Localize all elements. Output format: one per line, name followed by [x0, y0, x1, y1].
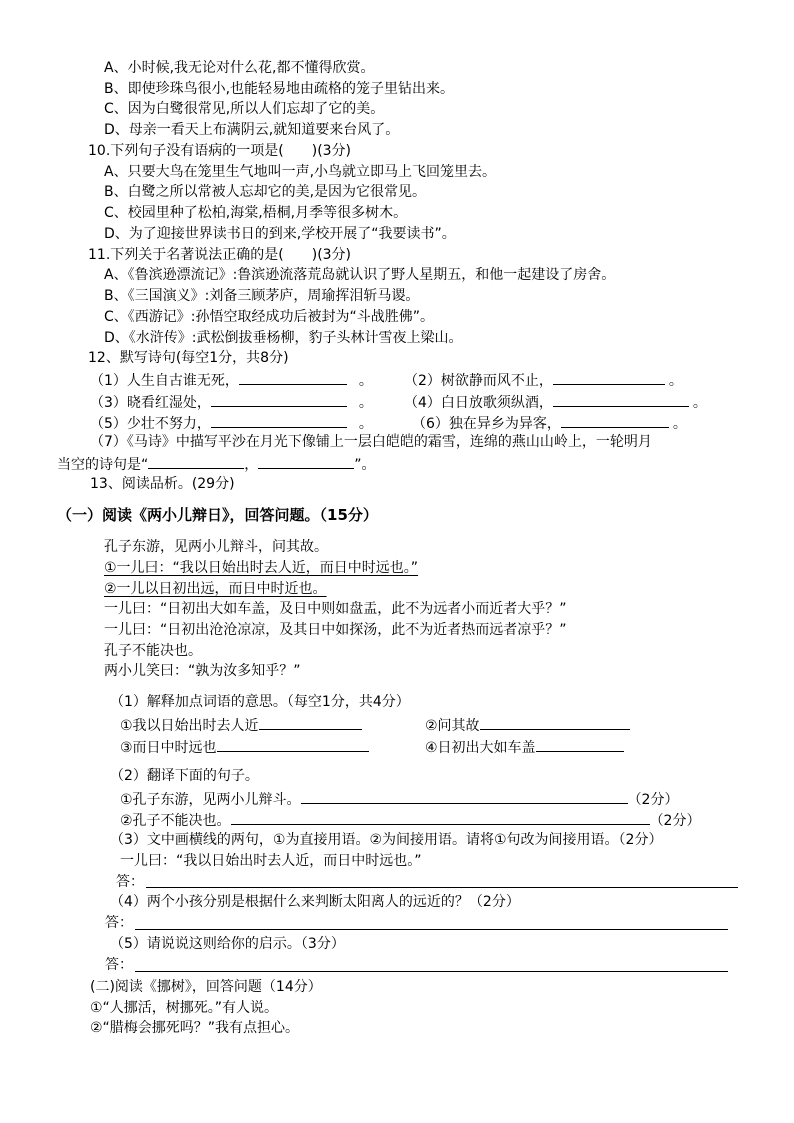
subq3-answer-label: 答： — [116, 874, 144, 890]
poem-blank-1: （1）人生自古谁无死， 。 — [90, 370, 373, 390]
passage-line-7: 两小儿笑曰：“孰为汝多知乎？” — [104, 663, 301, 679]
answer-blank[interactable] — [553, 392, 689, 407]
q10-option-a: A、只要大鸟在笼里生气地叫一声,小鸟就立即马上飞回笼里去。 — [104, 164, 497, 180]
answer-blank[interactable] — [217, 737, 369, 752]
subq5-stem: （5）请说说这则给你的启示。（3分） — [110, 936, 345, 952]
part2-line-2: ②“腊梅会挪死吗？”我有点担心。 — [90, 1020, 300, 1036]
passage-line-1: 孔子东游，见两小儿辩斗，问其故。 — [104, 539, 328, 555]
subq2-stem: （2）翻译下面的句子。 — [110, 768, 259, 784]
answer-blank[interactable] — [211, 413, 347, 428]
poem-blank-5: （5）少壮不努力， 。 — [90, 413, 373, 433]
subq1-stem: （1）解释加点词语的意思。（每空1分，共4分） — [110, 694, 410, 710]
answer-blank[interactable] — [211, 392, 347, 407]
subq5-answer-line[interactable] — [135, 971, 728, 972]
poem-blank-4: （4）白日放歌须纵酒， 。 — [404, 392, 707, 412]
subq2-item-b: ②孔子不能决也。 （2分） — [120, 810, 700, 830]
subq3-stem: （3）文中画横线的两句，①为直接用语。②为间接用语。请将①句改为间接用语。（2分） — [110, 832, 663, 848]
poem-blank-2: （2）树欲静而风不止， 。 — [404, 370, 683, 390]
poem-blank-6: （6）独在异乡为异客， 。 — [412, 413, 687, 433]
q9-option-c: C、因为白鹭很常见,所以人们忘却了它的美。 — [104, 101, 385, 117]
part2-heading: (二)阅读《挪树》，回答问题（14分） — [90, 979, 322, 995]
q11-option-b: B、《三国演义》:刘备三顾茅庐，周瑜挥泪斩马谡。 — [104, 288, 420, 304]
q11-stem: 11.下列关于名著说法正确的是( )(3分) — [88, 247, 352, 263]
q12-stem: 12、默写诗句(每空1分，共8分) — [88, 350, 289, 366]
answer-blank[interactable] — [480, 715, 630, 730]
q10-stem: 10.下列句子没有语病的一项是( )(3分) — [88, 143, 352, 159]
subq4-answer-line[interactable] — [135, 929, 728, 930]
passage-line-4: 一儿曰：“日初出大如车盖，及日中则如盘盂，此不为远者小而近者大乎？” — [104, 601, 567, 617]
passage-line-6: 孔子不能决也。 — [104, 643, 202, 659]
subq1-item-d: ④日初出大如车盖 — [425, 737, 624, 757]
poem-blank-7-line1: （7）《马诗》中描写平沙在月光下像铺上一层白皑皑的霜雪，连绵的燕山山岭上，一轮明月 — [90, 434, 652, 450]
subq3-quote: 一儿曰：“我以日始出时去人近，而日中时远也。” — [120, 853, 422, 869]
answer-blank[interactable] — [301, 789, 628, 804]
passage-line-2-underlined: ①一儿曰：“我以日始出时去人近，而日中时远也。” — [104, 560, 419, 576]
answer-blank[interactable] — [553, 370, 665, 385]
answer-blank[interactable] — [561, 413, 669, 428]
part1-heading: （一）阅读《两小儿辩日》，回答问题。（15分） — [57, 506, 378, 524]
subq4-answer-label: 答： — [105, 915, 133, 931]
q10-option-d: D、为了迎接世界读书日的到来,学校开展了“我要读书”。 — [104, 226, 456, 242]
answer-blank[interactable] — [231, 810, 650, 825]
subq1-item-c: ③而日中时远也 — [120, 737, 369, 757]
q11-option-c: C、《西游记》:孙悟空取经成功后被封为“斗战胜佛”。 — [104, 309, 434, 325]
answer-blank[interactable] — [239, 370, 347, 385]
passage-line-5: 一儿曰：“日初出沧沧凉凉，及其日中如探汤，此不为近者热而远者凉乎？” — [104, 622, 567, 638]
poem-blank-3: （3）晓看红湿处， 。 — [90, 392, 373, 412]
q9-option-b: B、即使珍珠鸟很小,也能轻易地由疏格的笼子里钻出来。 — [104, 81, 455, 97]
passage-line-3-underlined: ②一儿以日初出远，而日中时近也。 — [104, 581, 327, 597]
answer-blank[interactable] — [148, 454, 244, 469]
answer-blank[interactable] — [536, 737, 624, 752]
q11-option-a: A、《鲁滨逊漂流记》:鲁滨逊流落荒岛就认识了野人星期五，和他一起建设了房舍。 — [104, 267, 616, 283]
subq1-item-a: ①我以日始出时去人近 — [120, 715, 362, 735]
q9-option-a: A、小时候,我无论对什么花,都不懂得欣赏。 — [104, 60, 375, 76]
subq4-stem: （4）两个小孩分别是根据什么来判断太阳离人的远近的？（2分） — [110, 894, 520, 910]
subq2-item-a: ①孔子东游，见两小儿辩斗。 （2分） — [120, 789, 678, 809]
q9-option-d: D、母亲一看天上布满阴云,就知道要来台风了。 — [104, 122, 400, 138]
subq1-item-b: ②问其故 — [425, 715, 630, 735]
subq5-answer-label: 答： — [105, 957, 133, 973]
q10-option-b: B、白鹭之所以常被人忘却它的美,是因为它很常见。 — [104, 184, 427, 200]
q11-option-d: D、《水浒传》:武松倒拔垂杨柳，豹子头林计雪夜上梁山。 — [104, 330, 463, 346]
q10-option-c: C、校园里种了松柏,海棠,梧桐,月季等很多树木。 — [104, 205, 408, 221]
q13-stem: 13、阅读品析。(29分) — [90, 476, 235, 492]
subq3-answer-line[interactable] — [146, 887, 738, 888]
answer-blank[interactable] — [258, 454, 354, 469]
answer-blank[interactable] — [259, 715, 362, 730]
poem-blank-7-line2: 当空的诗句是“ ， ”。 — [57, 454, 376, 474]
part2-line-1: ①“人挪活，树挪死。”有人说。 — [90, 1000, 279, 1016]
